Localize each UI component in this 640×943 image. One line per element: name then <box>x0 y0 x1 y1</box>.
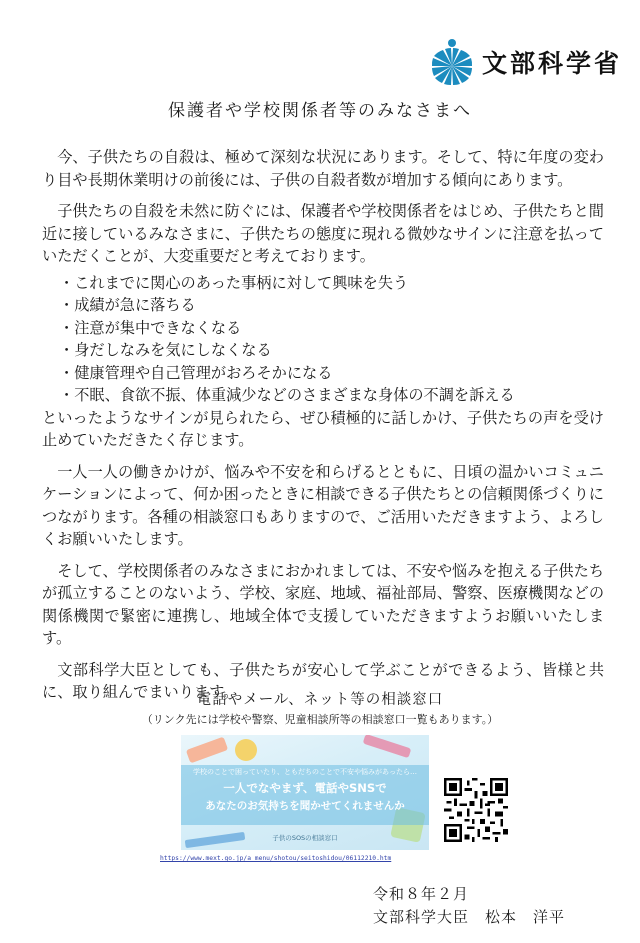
list-item: ・ これまでに関心のあった事柄に対して興味を失う <box>59 272 604 295</box>
paragraph-4: そして、学校関係者のみなさまにおかれましては、不安や悩みを抱える子供たちが孤立することのないよう、学校、家庭、地域、福祉部局、警察、医療機関などの関係機関で緊密に連携し、地域全体で支援していただきますようお願いいたします。 <box>42 561 604 647</box>
contact-title: 電話やメール、ネット等の相談窓口 <box>196 692 444 708</box>
list-item: ・ 健康管理や自己管理がおろそかになる <box>59 362 604 385</box>
issue-date: 令和８年２月 <box>373 885 470 903</box>
qr-code-icon[interactable] <box>444 778 508 842</box>
list-item: ・ 不眠、食欲不振、体重減少などのさまざまな身体の不調を訴える <box>59 384 604 407</box>
paragraph-3: 一人一人の働きかけが、悩みや不安を和らげるとともに、日頃の温かいコミュニケーションによって、何か困ったときに相談できる子供たちとの信頼関係づくりにつながります。各種の相談窓口もありますので、ご活用いただきますよう、よろしくお願いいたします。 <box>42 462 604 548</box>
paragraph-1: 今、子供たちの自殺は、極めて深刻な状況にあります。そして、特に年度の変わり目や長期休業明けの前後には、子供の自殺者数が増加する傾向にあります。 <box>42 148 604 189</box>
list-item: ・ 身だしなみを気にしなくなる <box>59 339 604 362</box>
page-title: 保護者や学校関係者等のみなさまへ <box>168 101 472 121</box>
decoration <box>186 737 228 764</box>
paragraph-after-signs: といったようなサインが見られたら、ぜひ積極的に話しかけ、子供たちの声を受け止めていただきたく存じます。 <box>42 408 604 449</box>
mext-emblem-icon <box>430 38 474 86</box>
paragraph-2: 子供たちの自殺を未然に防ぐには、保護者や学校関係者をはじめ、子供たちと間近に接しているみなさまに、子供たちの態度に現れる微妙なサインに注意を払っていただくことが、大変重要だと考えております。 <box>42 202 604 265</box>
paragraph-5: 文部科学大臣としても、子供たちが安心して学ぶことができるよう、皆様と共に、取り組んでまいります。 <box>42 660 604 701</box>
warning-signs-list <box>42 272 604 407</box>
banner-line-1: 学校のことで困っていたり、ともだちのことで不安や悩みがあったら… <box>193 768 417 776</box>
banner-line-3: あなたのお気持ちを聞かせてくれませんか <box>205 800 405 812</box>
signature: 文部科学大臣 松本 洋平 <box>373 908 566 926</box>
decoration <box>363 735 412 758</box>
banner-line-2: 一人でなやまず、電話やSNSで <box>223 781 387 795</box>
list-item: ・ 注意が集中できなくなる <box>59 317 604 340</box>
decoration <box>235 739 257 761</box>
mext-logo <box>430 38 622 86</box>
letter-body <box>42 146 604 713</box>
consultation-link[interactable]: https://www.mext.go.jp/a_menu/shotou/seitoshidou/06112210.htm <box>160 855 392 862</box>
banner-line-4: 子供のSOSの相談窓口 <box>272 834 338 842</box>
logo-text: 文部科学省 <box>482 49 623 78</box>
consultation-banner[interactable] <box>181 735 429 850</box>
list-item: ・ 成績が急に落ちる <box>59 294 604 317</box>
contact-note: （リンク先には学校や警察、児童相談所等の相談窓口一覧もあります。） <box>141 713 499 726</box>
